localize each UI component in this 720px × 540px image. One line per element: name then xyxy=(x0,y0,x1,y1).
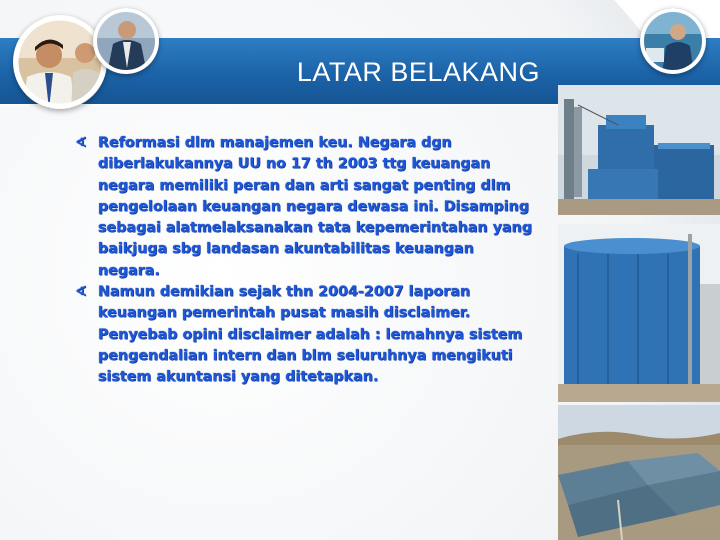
slide-title: LATAR BELAKANG xyxy=(296,57,540,87)
bullet-text: Namun demikian sejak thn 2004-2007 laporan keuangan pemerintah pusat masih disclaimer. Penyebab opini disclaimer adalah : lemahnya sistem pengendalian intern dan blm seluruhnya mengikuti sistem akuntansi yang ditetapkan. xyxy=(98,284,523,386)
bullet-item xyxy=(74,282,534,388)
businessman-photo xyxy=(93,8,159,74)
bullet-arrow-icon: ∢ xyxy=(75,284,87,301)
bullet-arrow-icon: ∢ xyxy=(75,135,87,151)
water-treatment-plant-photo xyxy=(558,85,720,215)
business-people-photo xyxy=(13,15,107,109)
office-worker-photo xyxy=(640,8,706,74)
blue-storage-tank-photo xyxy=(558,224,720,402)
bullet-list xyxy=(74,133,534,389)
treatment-pools-photo xyxy=(558,405,720,540)
bullet-item xyxy=(74,133,534,282)
bullet-text: Reformasi dlm manajemen keu. Negara dgn diberlakukannya UU no 17 th 2003 ttg keuangan negara memiliki peran dan arti sangat penting dlm pengelolaan keuangan negara dewasa ini. Disamping sebagai alatmelaksanakan tata kepemerintahan yang baikjuga sbg landasan akuntabilitas keuangan negara. xyxy=(98,135,533,279)
